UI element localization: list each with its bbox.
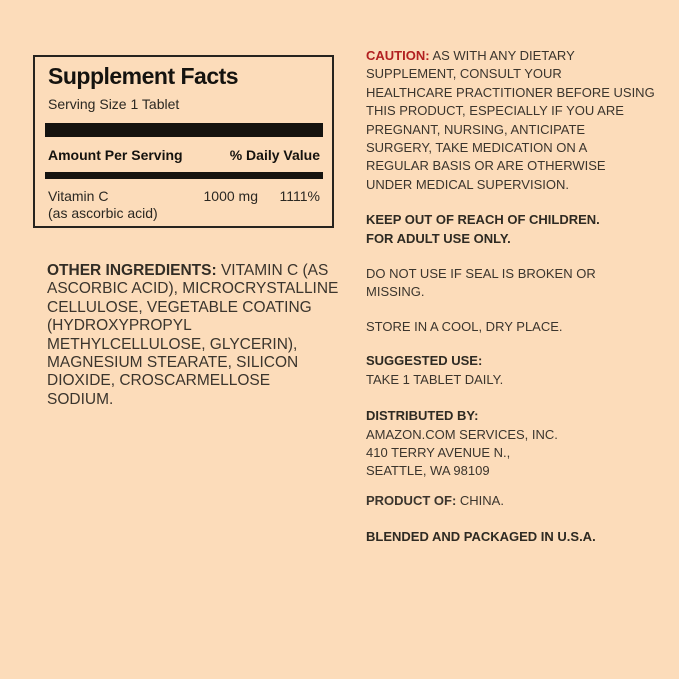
facts-header-row — [48, 147, 320, 163]
product-of-value: CHINA. — [456, 492, 504, 508]
suggested-use-block — [366, 352, 672, 389]
daily-value-label: % Daily Value — [229, 147, 320, 163]
company-name: AMAZON.COM SERVICES, INC. — [366, 426, 558, 442]
medium-divider-rule — [45, 172, 323, 179]
seal-warning — [366, 265, 672, 302]
nutrient-daily-value: 1111% — [279, 188, 320, 204]
storage-instruction-text: STORE IN A COOL, DRY PLACE. — [366, 318, 563, 334]
product-of-block — [366, 492, 672, 510]
facts-title: Supplement Facts — [48, 63, 239, 89]
caution-line: THIS PRODUCT, ESPECIALLY IF YOU ARE — [366, 103, 624, 119]
other-ingredients-label: OTHER INGREDIENTS: — [47, 262, 217, 279]
caution-line: REGULAR BASIS OR ARE OTHERWISE — [366, 158, 606, 174]
other-ingredients-paragraph — [47, 262, 347, 409]
caution-line: SUPPLEMENT, CONSULT YOUR — [366, 66, 562, 82]
caution-line: SURGERY, TAKE MEDICATION ON A — [366, 140, 588, 156]
other-ingredients-line: ASCORBIC ACID), MICROCRYSTALLINE — [47, 280, 339, 298]
amount-per-serving-label: Amount Per Serving — [48, 147, 183, 163]
suggested-use-text: TAKE 1 TABLET DAILY. — [366, 371, 504, 387]
caution-line: AS WITH ANY DIETARY — [432, 48, 575, 63]
nutrient-row — [48, 188, 320, 221]
thick-divider-rule — [45, 123, 323, 137]
address-line-1: 410 TERRY AVENUE N., — [366, 444, 511, 460]
other-ingredients-line: MAGNESIUM STEARATE, SILICON — [47, 354, 299, 372]
other-ingredients-line: METHYLCELLULOSE, GLYCERIN), — [47, 335, 298, 353]
blended-statement — [366, 528, 672, 546]
caution-line: HEALTHCARE PRACTITIONER BEFORE USING — [366, 84, 655, 100]
supplement-facts-panel — [33, 55, 334, 228]
keep-out-line: FOR ADULT USE ONLY. — [366, 230, 511, 246]
caution-line: UNDER MEDICAL SUPERVISION. — [366, 176, 569, 192]
product-of-label: PRODUCT OF: — [366, 492, 457, 508]
caution-label: CAUTION: — [366, 48, 430, 63]
other-ingredients-line: SODIUM. — [47, 390, 114, 408]
other-ingredients-line: VITAMIN C (AS — [220, 262, 329, 279]
keep-out-warning — [366, 211, 672, 248]
other-ingredients-line: DIOXIDE, CROSCARMELLOSE — [47, 372, 271, 390]
nutrient-name-cell — [48, 188, 204, 221]
other-ingredients-line: CELLULOSE, VEGETABLE COATING — [47, 298, 312, 316]
suggested-use-label: SUGGESTED USE: — [366, 353, 483, 369]
caution-line: PREGNANT, NURSING, ANTICIPATE — [366, 121, 586, 137]
nutrient-amount: 1000 mg — [203, 188, 258, 204]
nutrient-detail: (as ascorbic acid) — [48, 204, 158, 221]
distributed-by-block — [366, 407, 672, 481]
nutrient-name: Vitamin C — [48, 188, 109, 204]
blended-statement-text: BLENDED AND PACKAGED IN U.S.A. — [366, 529, 596, 545]
caution-paragraph — [366, 47, 672, 194]
seal-warning-line: DO NOT USE IF SEAL IS BROKEN OR — [366, 266, 596, 282]
other-ingredients-line: (HYDROXYPROPYL — [47, 317, 192, 335]
storage-instruction — [366, 318, 672, 336]
distributed-by-label: DISTRIBUTED BY: — [366, 408, 479, 424]
keep-out-line: KEEP OUT OF REACH OF CHILDREN. — [366, 212, 600, 228]
right-column — [366, 47, 672, 547]
serving-size: Serving Size 1 Tablet — [48, 96, 180, 112]
seal-warning-line: MISSING. — [366, 284, 425, 300]
address-line-2: SEATTLE, WA 98109 — [366, 463, 490, 479]
